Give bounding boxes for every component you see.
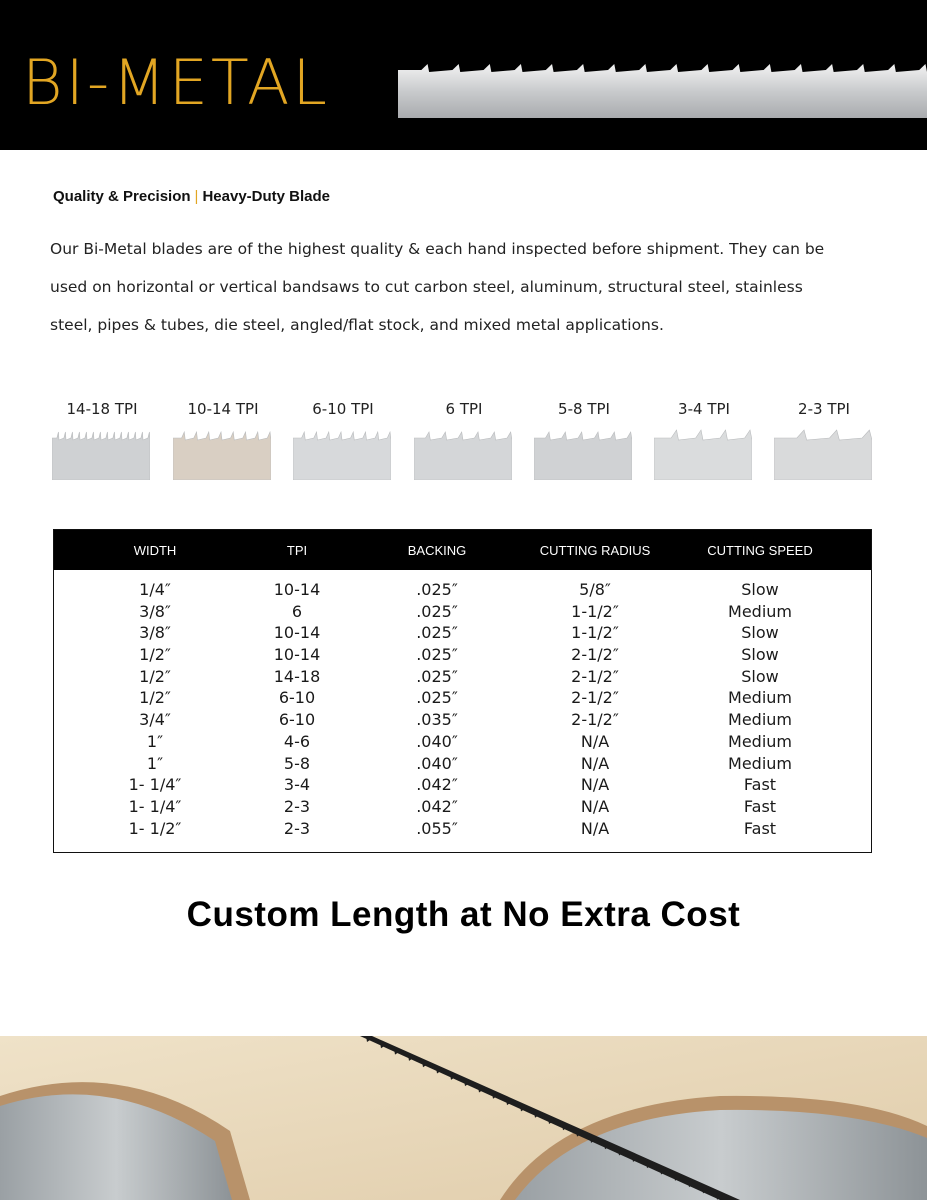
table-row: [54, 754, 871, 776]
table-cell: N/A: [580, 818, 610, 838]
table-cell: .040″: [416, 753, 458, 773]
spec-table: [53, 529, 872, 853]
table-cell: Medium: [728, 710, 792, 730]
intro-line: Our Bi-Metal blades are of the highest quality & each hand inspected before shipment. They can be: [50, 240, 825, 258]
blade-sample-image: [654, 428, 752, 480]
table-cell: 1- 1/4″: [128, 775, 182, 795]
table-cell: .025″: [416, 623, 458, 643]
table-cell: 6: [291, 601, 303, 621]
table-cell: 6-10: [278, 688, 316, 708]
blade-sample-image: [173, 428, 271, 480]
table-cell: Medium: [728, 731, 792, 751]
brand-title: BI-METAL: [22, 46, 330, 119]
table-row: [54, 732, 871, 754]
column-header: CUTTING RADIUS: [539, 542, 651, 558]
tpi-sample: [173, 400, 273, 480]
table-cell: 6-10: [278, 710, 316, 730]
table-cell: 1″: [146, 753, 164, 773]
tpi-sample: [52, 400, 152, 480]
blade-sample-image: [534, 428, 632, 480]
blade-sample-image: [293, 428, 391, 480]
blade-sample-image: [52, 428, 150, 480]
spec-table-body: [54, 580, 871, 840]
table-cell: .025″: [416, 688, 458, 708]
table-cell: 3/8″: [139, 601, 171, 621]
table-cell: N/A: [580, 731, 610, 751]
table-cell: N/A: [580, 753, 610, 773]
table-cell: 2-1/2″: [571, 666, 619, 686]
column-header: CUTTING SPEED: [707, 542, 813, 558]
table-cell: Medium: [728, 753, 792, 773]
tpi-sample-label: 6-10 TPI: [312, 400, 374, 418]
table-cell: 1- 1/2″: [128, 818, 182, 838]
table-cell: 10-14: [273, 623, 321, 643]
blade-hero-image: [398, 56, 927, 118]
table-cell: 1″: [146, 731, 164, 751]
column-header: TPI: [286, 542, 308, 558]
tpi-sample-label: 10-14 TPI: [187, 400, 259, 418]
table-cell: .055″: [416, 818, 458, 838]
table-cell: Medium: [728, 601, 792, 621]
table-cell: 2-1/2″: [571, 645, 619, 665]
tagline: [53, 188, 330, 205]
cta-heading: Custom Length at No Extra Cost: [186, 895, 741, 934]
tpi-samples: [52, 400, 874, 490]
tpi-sample-label: 2-3 TPI: [798, 400, 850, 418]
blade-sample-image: [774, 428, 872, 480]
table-row: [54, 797, 871, 819]
table-cell: .042″: [416, 796, 458, 816]
table-cell: .025″: [416, 601, 458, 621]
intro-line: steel, pipes & tubes, die steel, angled/flat stock, and mixed metal applications.: [50, 316, 664, 334]
table-row: [54, 602, 871, 624]
table-cell: 5/8″: [579, 580, 611, 599]
tagline-right: Heavy-Duty Blade: [202, 188, 330, 205]
table-cell: Slow: [741, 623, 779, 643]
table-cell: Fast: [743, 796, 777, 816]
table-cell: Fast: [743, 818, 777, 838]
intro-paragraph: [50, 230, 880, 344]
tpi-sample: [414, 400, 514, 480]
table-cell: 10-14: [273, 580, 321, 599]
table-cell: Fast: [743, 775, 777, 795]
table-cell: .035″: [416, 710, 458, 730]
table-cell: .025″: [416, 666, 458, 686]
table-cell: 1/2″: [139, 688, 171, 708]
table-row: [54, 645, 871, 667]
table-cell: 3-4: [283, 775, 311, 795]
table-cell: Slow: [741, 580, 779, 599]
tpi-sample: [774, 400, 874, 480]
table-cell: 3/4″: [139, 710, 171, 730]
table-row: [54, 623, 871, 645]
column-header: WIDTH: [133, 542, 177, 558]
table-cell: 2-3: [283, 796, 311, 816]
table-row: [54, 688, 871, 710]
table-cell: N/A: [580, 775, 610, 795]
table-row: [54, 819, 871, 841]
table-row: [54, 667, 871, 689]
tpi-sample-label: 3-4 TPI: [678, 400, 730, 418]
bandsaw-photo: [0, 1036, 927, 1200]
table-cell: 2-3: [283, 818, 311, 838]
table-cell: 10-14: [273, 645, 321, 665]
table-row: [54, 710, 871, 732]
tpi-sample-label: 6 TPI: [445, 400, 483, 418]
table-cell: 3/8″: [139, 623, 171, 643]
table-cell: 4-6: [283, 731, 311, 751]
table-cell: 5-8: [283, 753, 311, 773]
tpi-sample: [654, 400, 754, 480]
table-cell: Medium: [728, 688, 792, 708]
table-cell: 1- 1/4″: [128, 796, 182, 816]
table-cell: 1/2″: [139, 666, 171, 686]
table-cell: Slow: [741, 645, 779, 665]
table-cell: 1-1/2″: [571, 601, 619, 621]
table-cell: 2-1/2″: [571, 688, 619, 708]
column-header: BACKING: [407, 542, 467, 558]
table-cell: .042″: [416, 775, 458, 795]
table-cell: 1/2″: [139, 645, 171, 665]
table-cell: .025″: [416, 580, 458, 599]
table-cell: 1/4″: [139, 580, 171, 599]
table-row: [54, 580, 871, 602]
blade-sample-image: [414, 428, 512, 480]
table-row: [54, 775, 871, 797]
spec-table-header: [54, 530, 871, 570]
table-cell: .025″: [416, 645, 458, 665]
tagline-separator: |: [194, 188, 199, 205]
tagline-left: Quality & Precision: [53, 188, 191, 205]
table-cell: 1-1/2″: [571, 623, 619, 643]
tpi-sample: [293, 400, 393, 480]
tpi-sample-label: 14-18 TPI: [66, 400, 138, 418]
header-banner: [0, 0, 927, 150]
table-cell: 14-18: [273, 666, 321, 686]
table-cell: 2-1/2″: [571, 710, 619, 730]
table-cell: .040″: [416, 731, 458, 751]
tpi-sample-label: 5-8 TPI: [558, 400, 610, 418]
table-cell: Slow: [741, 666, 779, 686]
intro-line: used on horizontal or vertical bandsaws to cut carbon steel, aluminum, structural steel, stainless: [50, 278, 803, 296]
table-cell: N/A: [580, 796, 610, 816]
tpi-sample: [534, 400, 634, 480]
